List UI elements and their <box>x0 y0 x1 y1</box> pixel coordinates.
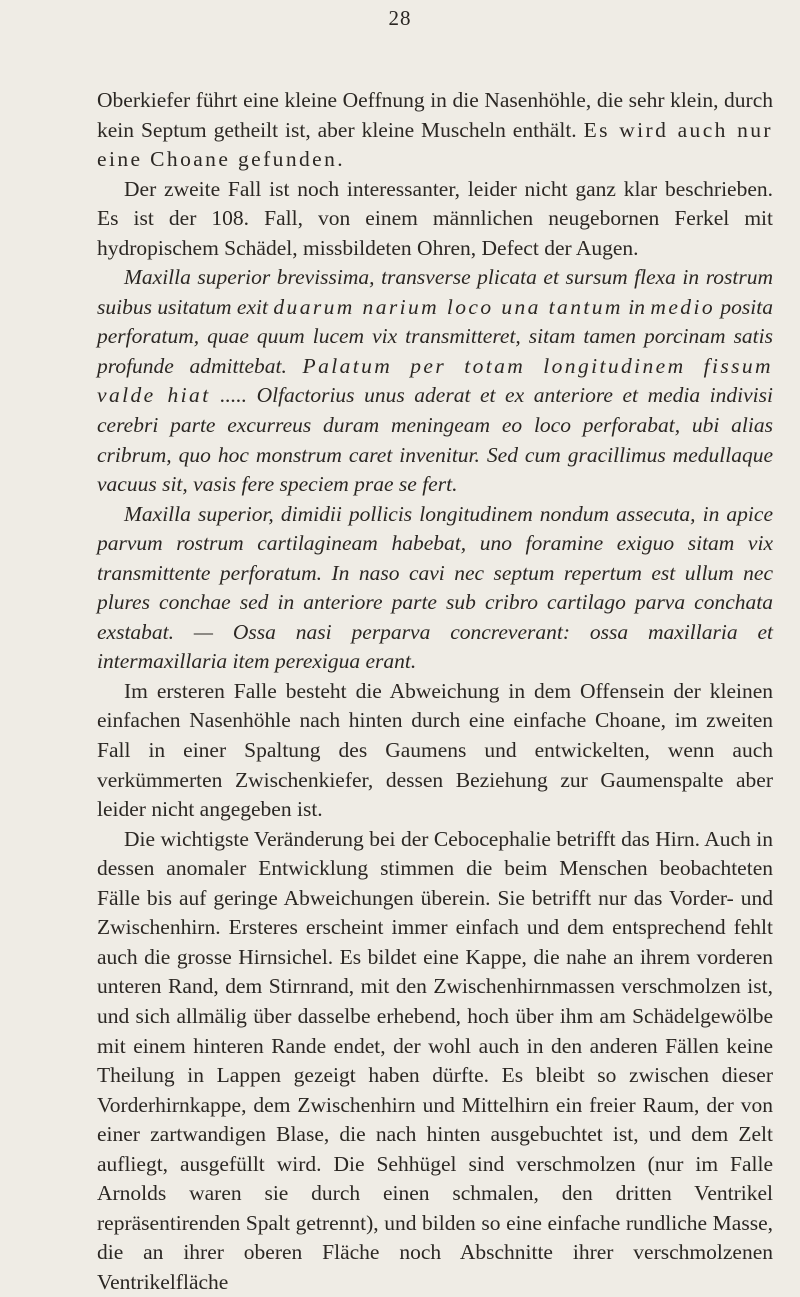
text-run: Maxilla superior brevissima, transverse plicata et sursum flexa in rostrum suibus usitatum exit <box>97 265 773 319</box>
text-run: Palatum per totam longitudinem fissum valde hiat <box>97 353 773 408</box>
text-run: medio <box>650 294 715 319</box>
text-run: duarum narium loco una tantum <box>273 294 623 319</box>
text-run: Oberkiefer führt eine kleine Oeffnung in die Nasenhöhle, die sehr klein, durch kein Septum getheilt ist, aber kleine Muscheln enthält. <box>97 88 773 142</box>
paragraph <box>97 825 773 1297</box>
text-run: ..... Olfactorius unus aderat et ex anteriore et media indivisi cerebri parte excurreus duram meningeam eo loco perforabat, ubi alias cribrum, quo hoc monstrum caret invenitur. Sed cum gracillimus medullaque vacuus sit, vasis fere speciem prae se fert. <box>97 383 773 497</box>
text-run: in <box>622 294 651 319</box>
page-number: 28 <box>388 6 412 30</box>
text-run: Der zweite Fall ist noch interessanter, leider nicht ganz klar beschrieben. Es ist der 108. Fall, von einem männlichen neugebornen Ferkel mit hydropischem Schädel, missbildeten Ohren, Defect der Augen. <box>97 176 773 260</box>
text-run: Maxilla superior, dimidii pollicis longitudinem nondum assecuta, in apice parvum rostrum cartilagineam habebat, uno foramine exiguo sitam vix transmittente perforatum. In naso cavi nec septum repertum est ullum nec plures conchae sed in anteriore parte sub cribro cartilago parva conchata exstabat. — Ossa nasi perparva concreverant: ossa maxillaria et intermaxillaria item perexigua erant. <box>97 501 773 674</box>
text-run: Es wird auch nur eine Choane gefunden. <box>97 117 773 172</box>
paragraph <box>97 175 773 264</box>
paragraph <box>97 677 773 825</box>
paragraph <box>97 500 773 677</box>
body-text <box>97 86 773 1297</box>
paragraph <box>97 263 773 499</box>
text-run: Im ersteren Falle besteht die Abweichung in dem Offensein der kleinen einfachen Nasenhöhle nach hinten durch eine einfache Choane, im zweiten Fall in einer Spaltung des Gaumens und entwickelten, wenn auch verkümmerten Zwischenkiefer, dessen Beziehung zur Gaumenspalte aber leider nicht angegeben ist. <box>97 678 773 822</box>
text-run: posita perforatum, quae quum lucem vix transmitteret, sitam tamen porcinam satis profunde admittebat. <box>97 294 773 378</box>
text-run: Die wichtigste Veränderung bei der Cebocephalie betrifft das Hirn. Auch in dessen anomaler Entwicklung stimmen die beim Menschen beobachteten Fälle bis auf geringe Abweichungen überein. Sie betrifft nur das Vorder- und Zwischenhirn. Ersteres erscheint immer einfach und dem entsprechend fehlt auch die grosse Hirnsichel. Es bildet eine Kappe, die nahe an ihrem vorderen unteren Rand, dem Stirnrand, mit den Zwischenhirnmassen verschmolzen ist, und sich allmälig über dasselbe erhebend, hoch über ihm am Schädelgewölbe mit einem hinteren Rande endet, der wohl auch in den anderen Fällen keine Theilung in Lappen gezeigt haben dürfte. Es bleibt so zwischen dieser Vorderhirnkappe, dem Zwischenhirn und Mittelhirn ein freier Raum, der von einer zartwandigen Blase, die nach hinten ausgebuchtet ist, und dem Zelt aufliegt, ausgefüllt wird. Die Sehhügel sind verschmolzen (nur im Falle Arnolds waren sie durch einen schmalen, den dritten Ventrikel repräsentirenden Spalt getrennt), und bilden so eine einfache rundliche Masse, die an ihrer oberen Fläche noch Abschnitte ihrer verschmolzenen Ventrikelfläche <box>97 826 773 1294</box>
paragraph <box>97 86 773 175</box>
